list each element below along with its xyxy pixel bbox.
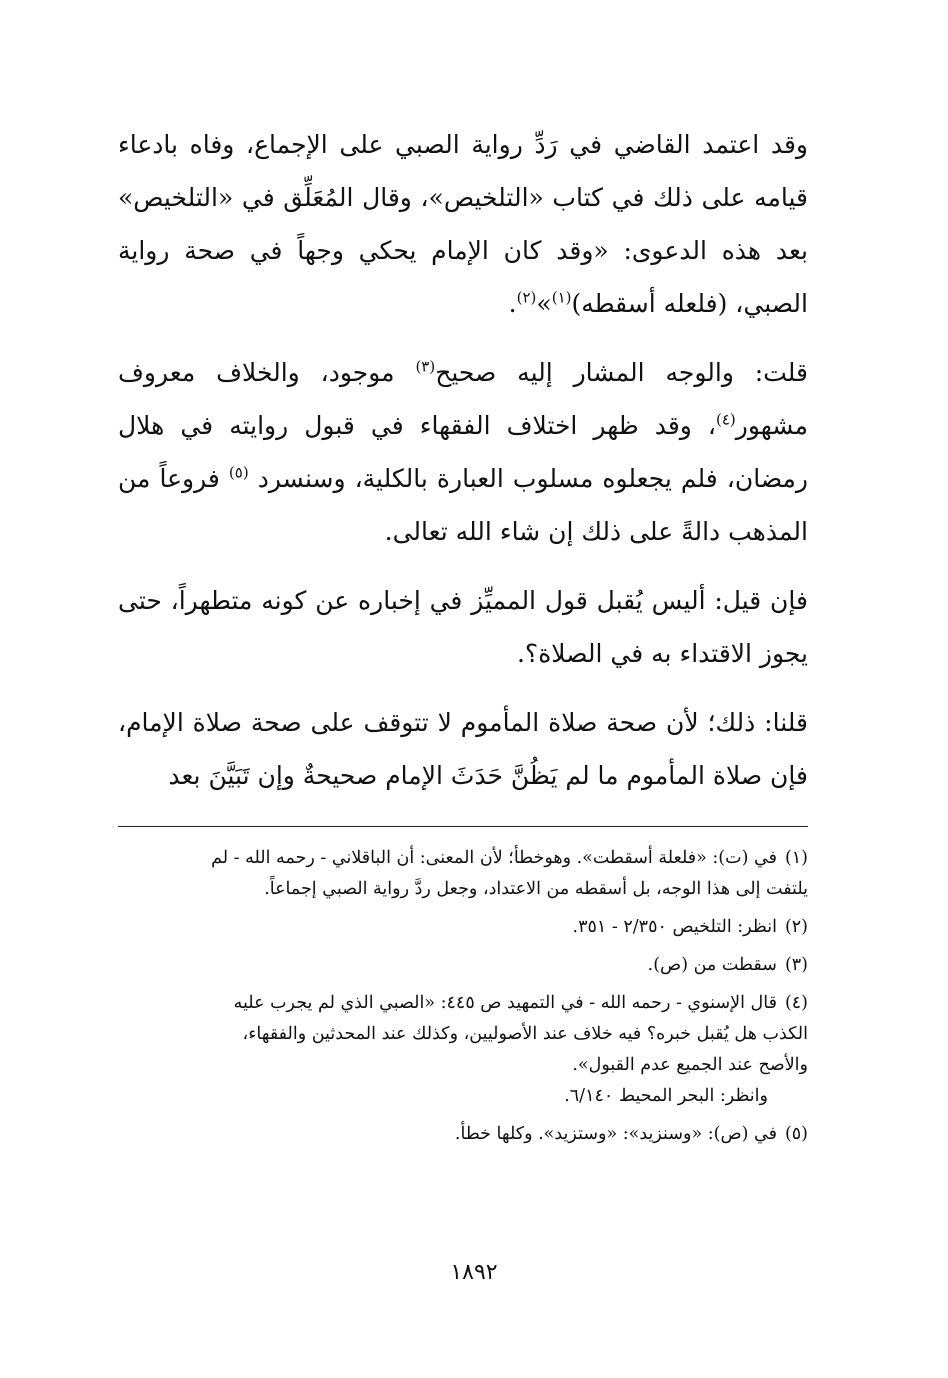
paragraph-text: موجود، والخلاف معروف مشهور (118, 358, 808, 440)
paragraph-3: فإن قيل: أليس يُقبل قول المميِّز في إخباره عن كونه متطهراً، حتى يجوز الاقتداء به في الصلاة؟. (118, 586, 808, 668)
paragraph-1 (118, 118, 808, 330)
footnotes (118, 843, 808, 1150)
footnote-text: انظر: التلخيص ٢/٣٥٠ - ٣٥١. (572, 917, 777, 937)
footnote-text: قال الإسنوي - رحمه الله - في التمهيد ص ٤٤٥: «الصبي الذي لم يجرب عليه (233, 993, 777, 1013)
paragraph-text: فروعاً من المذهب دالةً على ذلك إن شاء الله تعالى. (118, 464, 808, 546)
footnote-4 (118, 988, 808, 1112)
footnote-number: (٤) (784, 993, 808, 1013)
footnote-line (118, 912, 808, 943)
footnote-ref-4: (٤) (716, 410, 736, 429)
main-text (118, 118, 808, 802)
page-body (118, 118, 808, 1157)
footnote-number: (٥) (784, 1124, 808, 1144)
paragraph-text: » (536, 289, 552, 318)
footnote-line (118, 1119, 808, 1150)
footnote-2 (118, 912, 808, 943)
footnote-ref-3: (٣) (415, 357, 436, 376)
footnote-line: وانظر: البحر المحيط ٦/١٤٠. (564, 1086, 768, 1106)
footnote-number: (٣) (784, 955, 808, 975)
paragraph-text: . (508, 289, 517, 318)
footnote-ref-1: (١) (551, 288, 572, 307)
paragraph-4: قلنا: ذلك؛ لأن صحة صلاة المأموم لا تتوقف على صحة صلاة الإمام، فإن صلاة المأموم ما لم يَظُنَّ حَدَثَ الإمام صحيحةٌ وإن تَبَيَّنَ بعد (118, 708, 808, 790)
paragraph-text: قلت: والوجه المشار إليه صحيح (435, 358, 808, 387)
footnote-number: (١) (784, 848, 808, 868)
footnote-number: (٢) (784, 917, 808, 937)
footnote-line (118, 843, 808, 874)
footnote-ref-5: (٥) (228, 463, 249, 482)
footnote-text: سقطت من (ص). (647, 955, 777, 975)
footnote-line (118, 988, 808, 1019)
paragraph-2 (118, 346, 808, 558)
footnote-line (118, 950, 808, 981)
footnote-3 (118, 950, 808, 981)
footnote-1 (118, 843, 808, 905)
footnote-5 (118, 1119, 808, 1150)
page-number: ١٨٩٢ (450, 1260, 498, 1285)
footnote-divider (118, 826, 808, 827)
footnote-ref-2: (٢) (516, 288, 537, 307)
footnote-text: في (ت): «فلعلة أسقطت». وهوخطأ؛ لأن المعنى: أن الباقلاني - رحمه الله - لم (211, 848, 777, 868)
footnote-line: يلتفت إلى هذا الوجه، بل أسقطه من الاعتداد، وجعل ردَّ رواية الصبي إجماعاً. (264, 879, 808, 899)
footnote-line: الكذب هل يُقبل خبره؟ فيه خلاف عند الأصوليين، وكذلك عند المحدثين والفقهاء، (242, 1024, 808, 1044)
footnote-text: في (ص): «وسنزيد»: «وستزيد». وكلها خطأ. (454, 1124, 777, 1144)
footnote-line: والأصح عند الجميع عدم القبول». (572, 1055, 808, 1075)
paragraph-text: ، وقد ظهر اختلاف الفقهاء في قبول روايته في هلال رمضان، فلم يجعلوه مسلوب العبارة بالكلية، وسنسرد (118, 411, 809, 493)
paragraph-text: وقد اعتمد القاضي في رَدِّ رواية الصبي على الإجماع، وفاه بادعاء قيامه على ذلك في كتاب «التلخيص»، وقال المُعَلِّق في «التلخيص» بعد هذه الدعوى: «وقد كان الإمام يحكي وجهاً في صحة رواية الصبي، (فلعله أسقطه) (118, 130, 808, 318)
